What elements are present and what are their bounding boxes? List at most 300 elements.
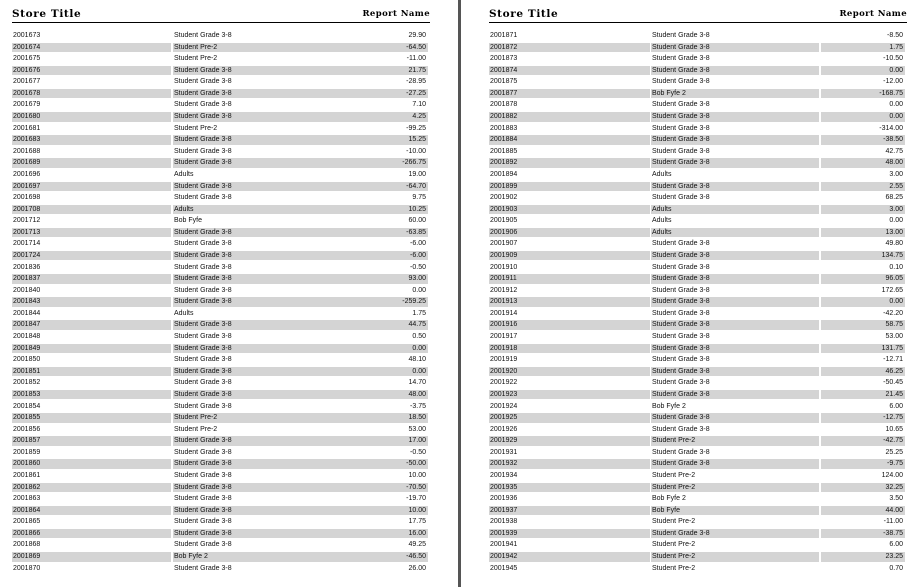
balance-cell: 9.75 (412, 194, 426, 202)
balance-cell: -0.50 (410, 263, 426, 271)
table-row (12, 262, 430, 274)
table-row (489, 551, 907, 563)
table-row (12, 366, 430, 378)
group-cell: Student Grade 3-8 (173, 344, 352, 354)
account-id-cell: 2001892 (489, 158, 650, 168)
balance-cell: 23.25 (821, 552, 905, 562)
table-row (489, 88, 907, 100)
group-cell: Student Grade 3-8 (651, 529, 819, 539)
group-cell: Student Grade 3-8 (173, 390, 352, 400)
table-row (489, 401, 907, 413)
balance-cell: 96.05 (821, 274, 905, 284)
balance-cell: 3.50 (889, 495, 903, 503)
balance-cell: 93.00 (343, 274, 428, 284)
group-cell: Student Grade 3-8 (173, 436, 352, 446)
account-id-cell: 2001869 (12, 552, 171, 562)
balance-cell: 17.75 (408, 518, 426, 526)
store-title: Store Title (489, 8, 559, 20)
table-row (12, 343, 430, 355)
account-id-cell: 2001677 (13, 78, 41, 86)
store-title: Store Title (12, 8, 82, 20)
account-id-cell: 2001708 (12, 205, 171, 215)
account-id-cell: 2001936 (490, 495, 518, 503)
account-id-cell: 2001934 (490, 471, 518, 479)
table-row (12, 447, 430, 459)
account-id-cell: 2001902 (490, 194, 518, 202)
group-cell: Student Grade 3-8 (652, 194, 710, 202)
table-row (489, 169, 907, 181)
balance-cell: -12.00 (883, 78, 903, 86)
account-id-cell: 2001863 (13, 495, 41, 503)
balance-cell: -259.25 (343, 297, 428, 307)
account-id-cell: 2001679 (13, 101, 41, 109)
account-id-cell: 2001885 (490, 147, 518, 155)
balance-cell: 68.25 (885, 194, 903, 202)
table-row (489, 319, 907, 331)
group-cell: Student Pre-2 (651, 483, 819, 493)
balance-cell: 3.00 (821, 205, 905, 215)
group-cell: Student Grade 3-8 (174, 495, 232, 503)
group-cell: Student Grade 3-8 (174, 32, 232, 39)
table-row (489, 53, 907, 65)
group-cell: Student Grade 3-8 (174, 78, 232, 86)
group-cell: Student Pre-2 (174, 425, 218, 433)
balance-cell: -0.50 (410, 448, 426, 456)
group-cell: Student Grade 3-8 (173, 297, 352, 307)
group-cell: Student Grade 3-8 (173, 483, 352, 493)
balance-cell: 21.45 (821, 390, 905, 400)
group-cell: Student Grade 3-8 (174, 333, 232, 341)
table-row (489, 42, 907, 54)
group-cell: Student Grade 3-8 (652, 101, 710, 109)
table-row (489, 285, 907, 297)
table-row (12, 401, 430, 413)
balance-cell: -50.00 (343, 459, 428, 469)
table-row (12, 227, 430, 239)
group-cell: Student Grade 3-8 (652, 78, 710, 86)
balance-cell: 1.75 (821, 43, 905, 53)
group-cell: Student Grade 3-8 (174, 240, 232, 248)
group-cell: Student Grade 3-8 (173, 66, 352, 76)
balance-cell: 25.25 (885, 448, 903, 456)
group-cell: Student Pre-2 (174, 124, 218, 132)
account-id-cell: 2001713 (12, 228, 171, 238)
group-cell: Student Pre-2 (174, 55, 218, 63)
account-id-cell: 2001941 (490, 541, 518, 549)
group-cell: Student Grade 3-8 (651, 43, 819, 53)
table-row (489, 204, 907, 216)
table-row (12, 146, 430, 158)
group-cell: Student Grade 3-8 (174, 518, 232, 526)
balance-cell: -12.71 (883, 356, 903, 364)
group-cell: Student Grade 3-8 (173, 228, 352, 238)
account-id-cell: 2001836 (13, 263, 41, 271)
group-cell: Student Grade 3-8 (174, 448, 232, 456)
account-id-cell: 2001854 (13, 402, 41, 410)
table-row (12, 528, 430, 540)
account-id-cell: 2001689 (12, 158, 171, 168)
balance-cell: -10.50 (883, 55, 903, 63)
balance-cell: 0.00 (343, 367, 428, 377)
balance-cell: 29.90 (408, 32, 426, 39)
account-id-cell: 2001673 (13, 32, 41, 39)
table-row (12, 250, 430, 262)
table-row (12, 563, 430, 575)
account-id-cell: 2001871 (490, 32, 518, 39)
account-id-cell: 2001884 (489, 135, 650, 145)
account-id-cell: 2001883 (490, 124, 518, 132)
balance-cell: 53.00 (885, 333, 903, 341)
account-id-cell: 2001916 (489, 320, 650, 330)
balance-cell: 134.75 (821, 251, 905, 261)
account-id-cell: 2001849 (12, 344, 171, 354)
account-id-cell: 2001855 (12, 413, 171, 423)
group-cell: Student Grade 3-8 (174, 471, 232, 479)
balance-cell: 18.50 (343, 413, 428, 423)
table-row (489, 65, 907, 77)
group-cell: Adults (173, 205, 352, 215)
account-id-cell: 2001851 (12, 367, 171, 377)
table-row (489, 30, 907, 42)
group-cell: Student Grade 3-8 (651, 459, 819, 469)
account-id-cell: 2001674 (12, 43, 171, 53)
table-row (12, 215, 430, 227)
table-row (12, 424, 430, 436)
balance-cell: 7.10 (412, 101, 426, 109)
account-id-cell: 2001894 (490, 170, 518, 178)
balance-cell: 6.00 (889, 402, 903, 410)
group-cell: Student Pre-2 (652, 541, 696, 549)
table-row (12, 99, 430, 111)
account-id-cell: 2001931 (490, 448, 518, 456)
table-row (12, 319, 430, 331)
group-cell: Student Grade 3-8 (651, 320, 819, 330)
balance-cell: 49.25 (408, 541, 426, 549)
balance-cell: -28.95 (406, 78, 426, 86)
account-id-cell: 2001843 (12, 297, 171, 307)
balance-cell: -266.75 (343, 158, 428, 168)
account-id-cell: 2001676 (12, 66, 171, 76)
balance-cell: -50.45 (883, 379, 903, 387)
group-cell: Student Grade 3-8 (651, 367, 819, 377)
group-cell: Student Grade 3-8 (652, 55, 710, 63)
table-row (12, 134, 430, 146)
table-row (12, 389, 430, 401)
balance-cell: -70.50 (343, 483, 428, 493)
balance-cell: 44.00 (821, 506, 905, 516)
table-row (12, 65, 430, 77)
table-row (489, 412, 907, 424)
table-row (489, 470, 907, 482)
table-row (12, 516, 430, 528)
balance-cell: 44.75 (343, 320, 428, 330)
account-id-cell: 2001853 (12, 390, 171, 400)
balance-cell: 16.00 (343, 529, 428, 539)
balance-cell: -42.20 (883, 309, 903, 317)
page-header (489, 8, 907, 23)
account-id-cell: 2001852 (13, 379, 41, 387)
table-row (489, 134, 907, 146)
table-row (12, 181, 430, 193)
table-row (12, 539, 430, 551)
balance-cell: 32.25 (821, 483, 905, 493)
account-id-cell: 2001935 (489, 483, 650, 493)
group-cell: Student Grade 3-8 (652, 379, 710, 387)
table-row (489, 146, 907, 158)
balance-cell: 1.75 (412, 309, 426, 317)
account-id-cell: 2001865 (13, 518, 41, 526)
balance-cell: 0.00 (889, 217, 903, 225)
account-id-cell: 2001712 (13, 217, 41, 225)
table-row (12, 238, 430, 250)
balance-cell: 172.65 (881, 286, 903, 294)
group-cell: Adults (174, 170, 194, 178)
report-name: Report Name (362, 9, 430, 19)
report-name: Report Name (839, 9, 907, 19)
group-cell: Student Grade 3-8 (651, 66, 819, 76)
account-id-cell: 2001919 (490, 356, 518, 364)
table-row (489, 331, 907, 343)
group-cell: Adults (651, 205, 819, 215)
group-cell: Student Grade 3-8 (173, 320, 352, 330)
table-row (489, 366, 907, 378)
table-row (12, 458, 430, 470)
account-id-cell: 2001938 (490, 518, 518, 526)
account-id-cell: 2001875 (490, 78, 518, 86)
balance-cell: -63.85 (343, 228, 428, 238)
group-cell: Bob Fyfe 2 (652, 402, 686, 410)
group-cell: Student Grade 3-8 (651, 251, 819, 261)
table-row (489, 308, 907, 320)
balance-cell: -64.70 (343, 182, 428, 192)
account-id-cell: 2001864 (12, 506, 171, 516)
group-cell: Adults (651, 228, 819, 238)
table-row (489, 528, 907, 540)
account-id-cell: 2001678 (12, 89, 171, 99)
table-row (489, 273, 907, 285)
group-cell: Student Grade 3-8 (173, 182, 352, 192)
group-cell: Student Grade 3-8 (651, 182, 819, 192)
account-id-cell: 2001861 (13, 471, 41, 479)
group-cell: Student Pre-2 (651, 436, 819, 446)
group-cell: Student Grade 3-8 (174, 541, 232, 549)
account-id-cell: 2001862 (12, 483, 171, 493)
account-id-cell: 2001913 (489, 297, 650, 307)
account-id-cell: 2001866 (12, 529, 171, 539)
balance-cell: -11.00 (406, 55, 426, 63)
balance-cell: 46.25 (821, 367, 905, 377)
account-id-cell: 2001932 (489, 459, 650, 469)
report-page-left (0, 0, 455, 587)
table-row (12, 192, 430, 204)
account-id-cell: 2001918 (489, 344, 650, 354)
balance-cell: -27.25 (343, 89, 428, 99)
group-cell: Student Grade 3-8 (651, 158, 819, 168)
balance-cell: 131.75 (821, 344, 905, 354)
group-cell: Student Grade 3-8 (174, 263, 232, 271)
account-id-cell: 2001868 (13, 541, 41, 549)
table-row (489, 99, 907, 111)
account-id-cell: 2001848 (13, 333, 41, 341)
balance-cell: 0.00 (889, 101, 903, 109)
account-id-cell: 2001688 (13, 147, 41, 155)
group-cell: Student Grade 3-8 (173, 459, 352, 469)
table-row (12, 435, 430, 447)
balance-cell: 42.75 (885, 147, 903, 155)
balance-cell: 13.00 (821, 228, 905, 238)
group-cell: Student Grade 3-8 (652, 356, 710, 364)
group-cell: Student Grade 3-8 (174, 286, 232, 294)
balance-cell: 10.00 (343, 506, 428, 516)
table-row (489, 539, 907, 551)
balance-cell: -9.75 (821, 459, 905, 469)
table-row (489, 215, 907, 227)
balance-cell: -12.75 (821, 413, 905, 423)
group-cell: Student Grade 3-8 (173, 274, 352, 284)
table-row (12, 273, 430, 285)
balance-cell: -168.75 (821, 89, 905, 99)
balance-cell: 53.00 (408, 425, 426, 433)
account-id-cell: 2001840 (13, 286, 41, 294)
group-cell: Student Grade 3-8 (651, 390, 819, 400)
table-row (12, 88, 430, 100)
group-cell: Student Grade 3-8 (651, 297, 819, 307)
table-row (12, 505, 430, 517)
account-id-cell: 2001912 (490, 286, 518, 294)
group-cell: Student Grade 3-8 (652, 333, 710, 341)
balance-cell: -6.00 (410, 240, 426, 248)
account-id-cell: 2001942 (489, 552, 650, 562)
balance-cell: 0.00 (821, 297, 905, 307)
balance-cell: 10.25 (343, 205, 428, 215)
group-cell: Student Grade 3-8 (173, 89, 352, 99)
balance-cell: -11.00 (883, 518, 903, 526)
table-row (12, 169, 430, 181)
balance-cell: -3.75 (410, 402, 426, 410)
account-id-cell: 2001926 (490, 425, 518, 433)
table-row (12, 111, 430, 123)
account-id-cell: 2001870 (13, 564, 41, 572)
group-cell: Student Grade 3-8 (652, 147, 710, 155)
group-cell: Student Grade 3-8 (651, 413, 819, 423)
group-cell: Student Grade 3-8 (174, 194, 232, 202)
group-cell: Adults (652, 217, 672, 225)
table-row (489, 296, 907, 308)
group-cell: Adults (174, 309, 194, 317)
account-id-cell: 2001872 (489, 43, 650, 53)
account-id-cell: 2001925 (489, 413, 650, 423)
table-row (489, 505, 907, 517)
group-cell: Student Grade 3-8 (174, 101, 232, 109)
balance-cell: 60.00 (408, 217, 426, 225)
table-row (489, 192, 907, 204)
table-row (489, 343, 907, 355)
table-row (12, 482, 430, 494)
group-cell: Student Grade 3-8 (652, 124, 710, 132)
group-cell: Student Grade 3-8 (652, 309, 710, 317)
account-id-cell: 2001878 (490, 101, 518, 109)
account-id-cell: 2001847 (12, 320, 171, 330)
table-row (12, 30, 430, 42)
account-id-cell: 2001882 (489, 112, 650, 122)
balance-cell: 0.00 (343, 344, 428, 354)
group-cell: Student Grade 3-8 (173, 251, 352, 261)
account-id-cell: 2001860 (12, 459, 171, 469)
balance-cell: -314.00 (879, 124, 903, 132)
balance-cell: 48.10 (408, 356, 426, 364)
table-row (12, 296, 430, 308)
account-id-cell: 2001917 (490, 333, 518, 341)
account-id-cell: 2001924 (490, 402, 518, 410)
account-id-cell: 2001696 (13, 170, 41, 178)
table-row (489, 377, 907, 389)
account-id-cell: 2001903 (489, 205, 650, 215)
table-row (489, 227, 907, 239)
group-cell: Student Grade 3-8 (652, 448, 710, 456)
group-cell: Student Grade 3-8 (174, 379, 232, 387)
table-row (489, 447, 907, 459)
group-cell: Student Grade 3-8 (173, 367, 352, 377)
table-row (489, 482, 907, 494)
account-id-cell: 2001923 (489, 390, 650, 400)
account-id-cell: 2001850 (13, 356, 41, 364)
account-id-cell: 2001856 (13, 425, 41, 433)
group-cell: Student Pre-2 (652, 564, 696, 572)
balance-cell: 10.00 (408, 471, 426, 479)
balance-cell: 49.80 (885, 240, 903, 248)
group-cell: Student Grade 3-8 (651, 112, 819, 122)
table-row (489, 76, 907, 88)
account-id-cell: 2001911 (489, 274, 650, 284)
account-id-cell: 2001680 (12, 112, 171, 122)
balance-cell: 10.65 (885, 425, 903, 433)
table-row (12, 76, 430, 88)
table-row (489, 435, 907, 447)
balance-cell: 0.00 (412, 286, 426, 294)
table-row (489, 516, 907, 528)
table-row (489, 563, 907, 575)
group-cell: Student Grade 3-8 (174, 356, 232, 364)
account-id-cell: 2001899 (489, 182, 650, 192)
table-row (489, 458, 907, 470)
table-row (12, 123, 430, 135)
group-cell: Student Grade 3-8 (174, 402, 232, 410)
balance-cell: 0.70 (889, 564, 903, 572)
table-row (489, 181, 907, 193)
account-id-cell: 2001714 (13, 240, 41, 248)
account-id-cell: 2001857 (12, 436, 171, 446)
group-cell: Student Grade 3-8 (652, 425, 710, 433)
table-row (489, 493, 907, 505)
balance-cell: 3.00 (889, 170, 903, 178)
balance-cell: -64.50 (343, 43, 428, 53)
account-id-cell: 2001859 (13, 448, 41, 456)
table-row (489, 123, 907, 135)
account-id-cell: 2001837 (12, 274, 171, 284)
table-row (489, 424, 907, 436)
balance-cell: 48.00 (343, 390, 428, 400)
table-row (489, 157, 907, 169)
group-cell: Student Grade 3-8 (651, 274, 819, 284)
balance-cell: 21.75 (343, 66, 428, 76)
table-row (12, 308, 430, 320)
table-row (12, 493, 430, 505)
balance-cell: -38.75 (821, 529, 905, 539)
account-id-cell: 2001945 (490, 564, 518, 572)
balance-cell: 19.00 (408, 170, 426, 178)
account-id-cell: 2001874 (489, 66, 650, 76)
table-row (12, 377, 430, 389)
